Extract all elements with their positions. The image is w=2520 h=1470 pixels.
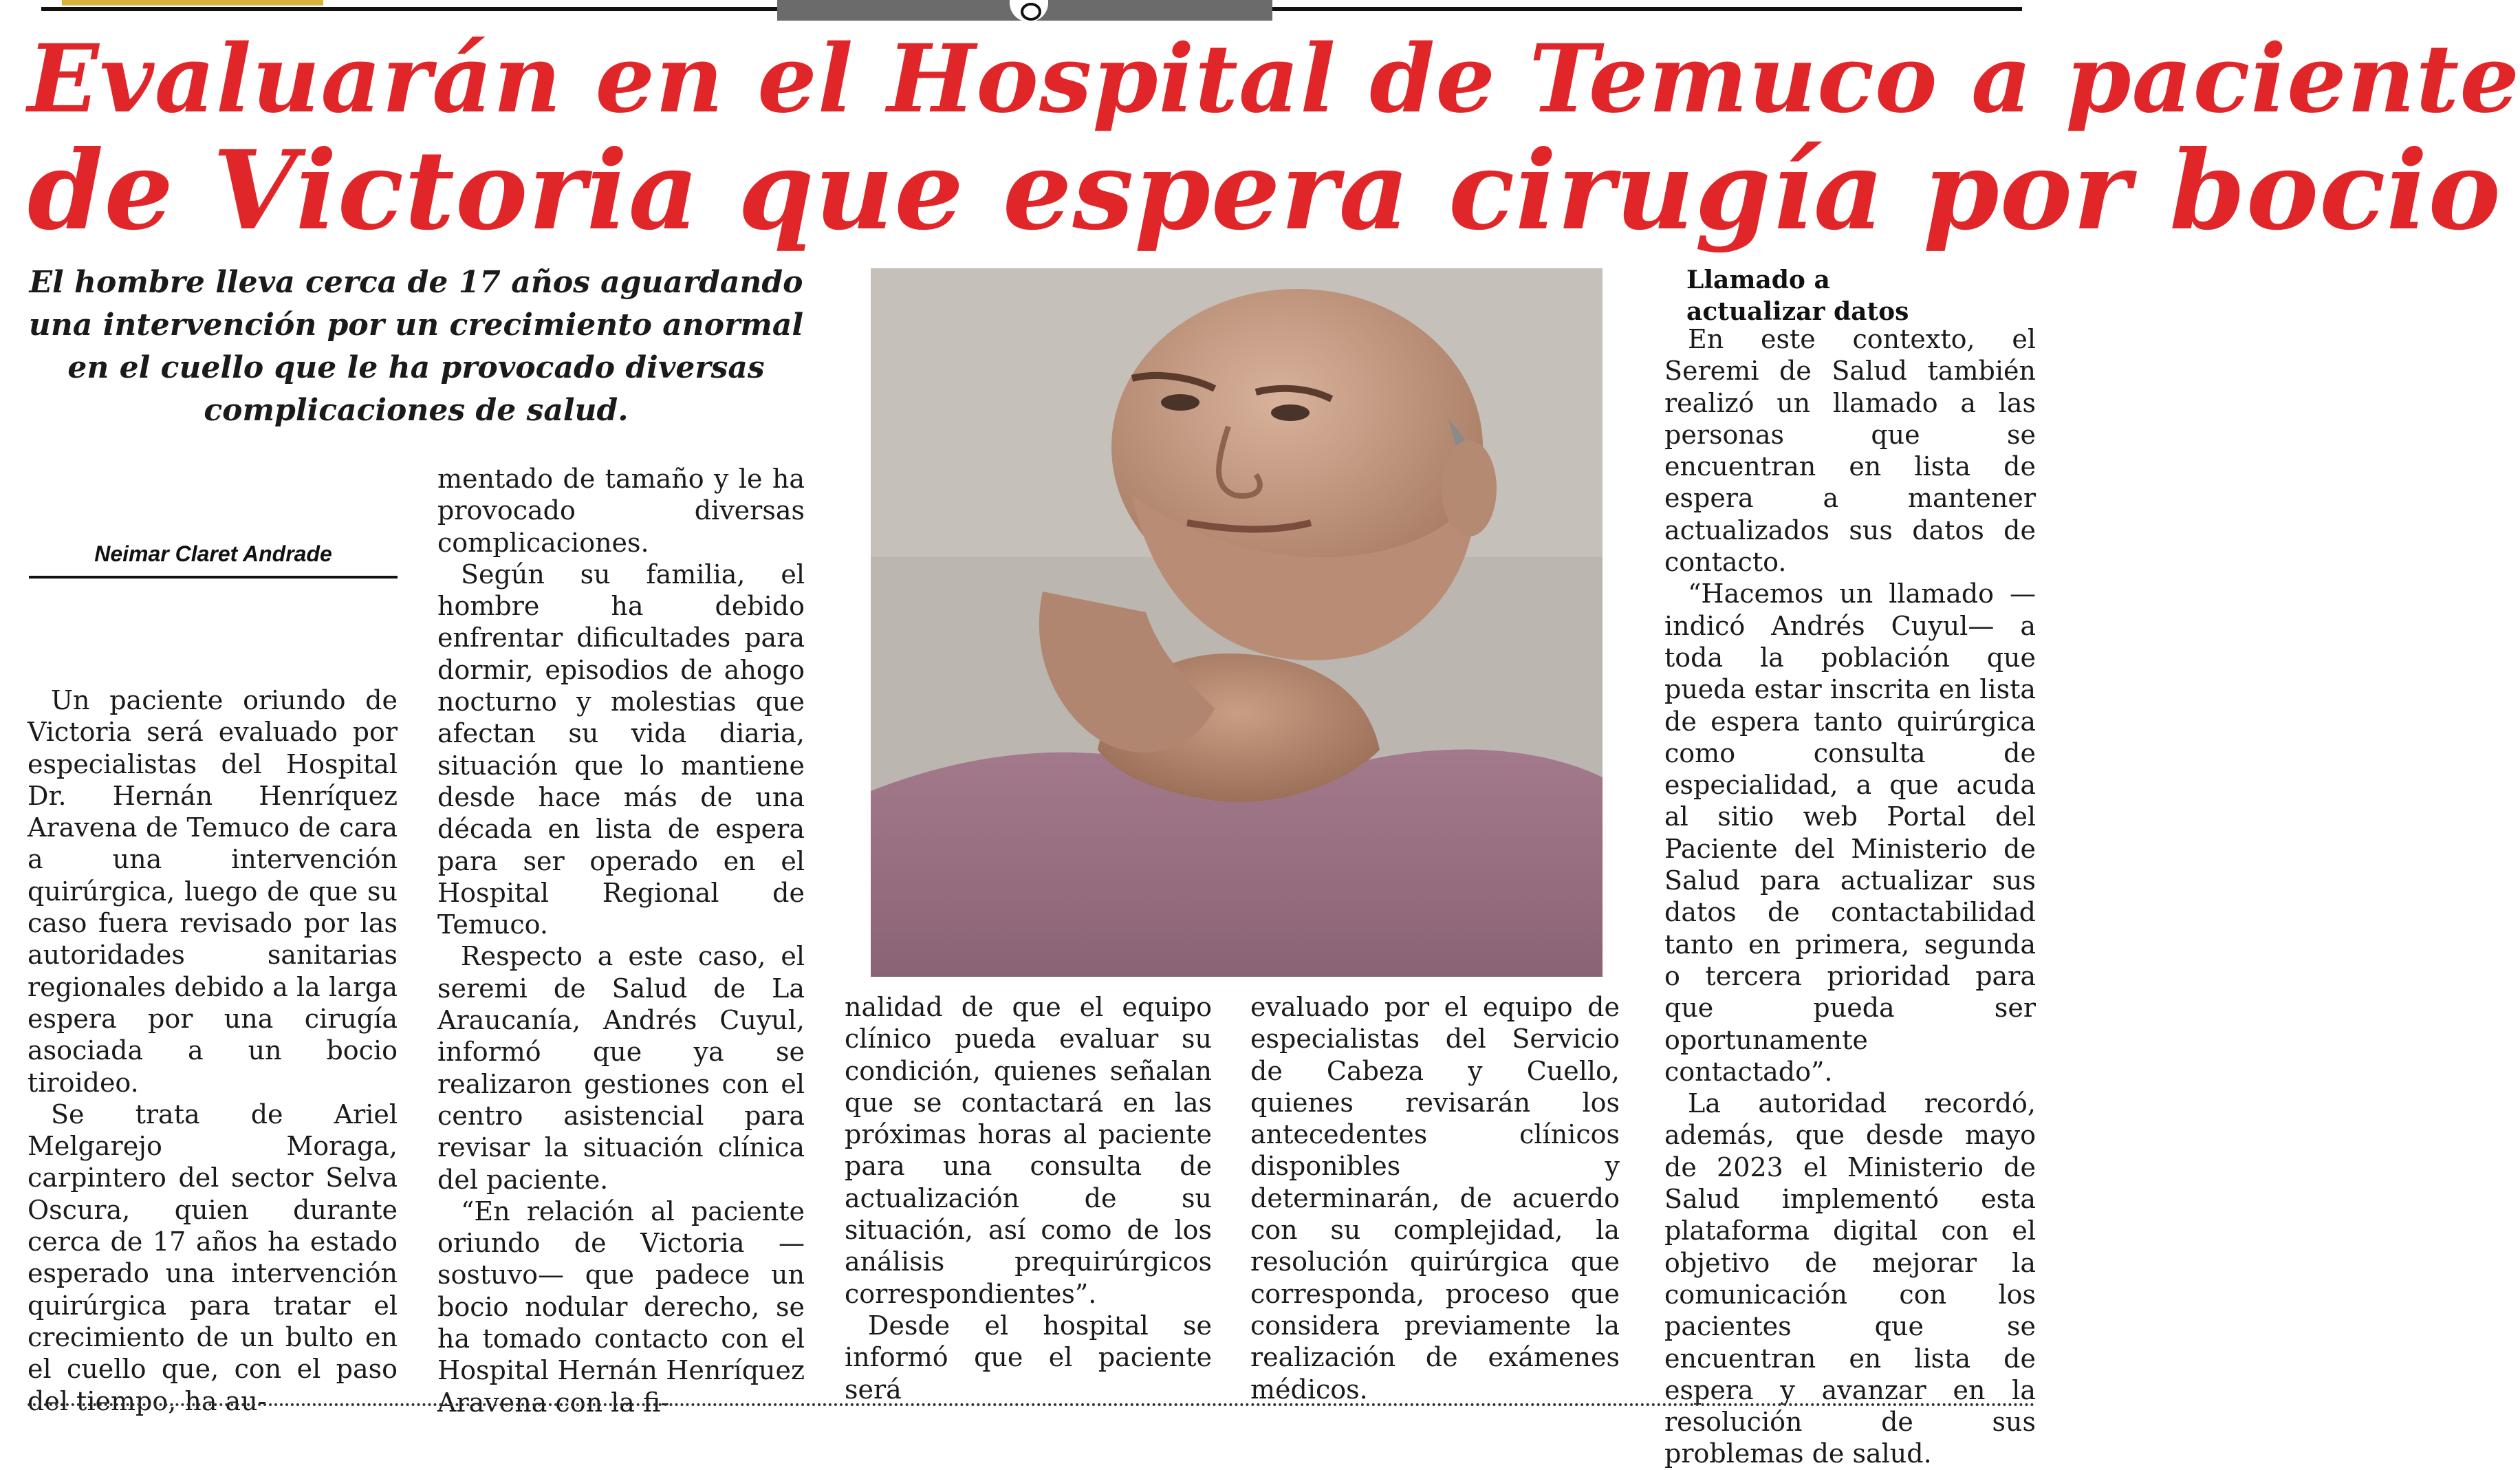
- author-byline: Neimar Claret Andrade: [29, 540, 398, 579]
- section-subhead: [1686, 264, 1962, 327]
- paragraph: En este contexto, el Seremi de Salud también realizó un llamado a las personas que se encuentran en lista de espera a mantener actualizados sus datos de contacto.: [1664, 324, 2036, 578]
- paragraph: mentado de tamaño y le ha provocado diversas complicaciones.: [437, 464, 805, 558]
- paragraph: “Hacemos un llamado —indicó Andrés Cuyul— a toda la población que pueda estar inscrita en lista de espera tanto quirúrgica como consulta de especialidad, a que acuda al sitio web Portal del Paciente del Ministerio de Salud para actualizar sus datos de contactabilidad tanto en primera, segunda o tercera prioridad para que pueda ser oportunamente contactado”.: [1664, 579, 2036, 1087]
- article-column-5: [1664, 323, 2036, 1470]
- article-column-4: [1250, 991, 1620, 1405]
- headline: [28, 24, 2520, 255]
- headline-line-2: de Victoria que espera cirugía por bocio: [28, 127, 2501, 255]
- article-column-3: [845, 991, 1212, 1405]
- paragraph: nalidad de que el equipo clínico pueda evaluar su condición, quienes señalan que se contactará en las próximas horas al paciente para una consulta de actualización de su situación, así como de los análisis prequirúrgicos correspondientes”.: [845, 992, 1212, 1309]
- article-column-2: [437, 463, 805, 1418]
- article-deck: El hombre lleva cerca de 17 años aguardando una intervención por un crecimiento anormal en el cuello que le ha provocado diversas complicaciones de salud.: [28, 265, 804, 428]
- article-photo: [871, 268, 1603, 977]
- footer-dotted-rule: [28, 1403, 2036, 1406]
- paragraph: evaluado por el equipo de especialistas del Servicio de Cabeza y Cuello, quienes revisarán los antecedentes clínicos disponibles y determinarán, de acuerdo con su complejidad, la resolución quirúrgica que corresponda, proceso que considera previamente la realización de exámenes médicos.: [1250, 992, 1620, 1405]
- paragraph: Se trata de Ariel Melgarejo Moraga, carpintero del sector Selva Oscura, quien durante cerca de 17 años ha estado esperado una intervención quirúrgica para tratar el crecimiento de un bulto en el cuello que, con el paso del tiempo, ha au-: [28, 1099, 398, 1416]
- paragraph: Un paciente oriundo de Victoria será evaluado por especialistas del Hospital Dr. Hernán Henríquez Aravena de Temuco de cara a una intervención quirúrgica, luego de que su caso fuera revisado por las autoridades sanitarias regionales debido a la larga espera por una cirugía asociada a un bocio tiroideo.: [28, 685, 398, 1098]
- subhead-line-1: Llamado a: [1686, 266, 1830, 294]
- headline-line-1: Evaluarán en el Hospital de Temuco a paciente: [28, 24, 2520, 134]
- paragraph: Según su familia, el hombre ha debido enfrentar dificultades para dormir, episodios de ahogo nocturno y molestias que afectan su vida diaria, situación que lo mantiene desde hace más de una década en lista de espera para ser operado en el Hospital Regional de Temuco.: [437, 559, 805, 940]
- page-top-bar: [0, 0, 2063, 28]
- section-tab: [62, 0, 323, 6]
- paragraph: Desde el hospital se informó que el paciente será: [845, 1310, 1212, 1405]
- paragraph: Respecto a este caso, el seremi de Salud de La Araucanía, Andrés Cuyul, informó que ya se realizaron gestiones con el centro asistencial para revisar la situación clínica del paciente.: [437, 941, 805, 1195]
- paragraph: La autoridad recordó, además, que desde mayo de 2023 el Ministerio de Salud implementó esta plataforma digital con el objetivo de mejorar la comunicación con los pacientes que se encuentran en lista de espera y avanzar en la resolución de sus problemas de salud.: [1664, 1088, 2036, 1469]
- article-column-1: [28, 684, 398, 1417]
- portrait-photo-icon: [871, 268, 1603, 977]
- subhead-line-2: actualizar datos: [1686, 297, 1909, 326]
- paragraph: “En relación al paciente oriundo de Victoria —sostuvo— que padece un bocio nodular derecho, se ha tomado contacto con el Hospital Hernán Henríquez Aravena con la fi-: [437, 1196, 805, 1418]
